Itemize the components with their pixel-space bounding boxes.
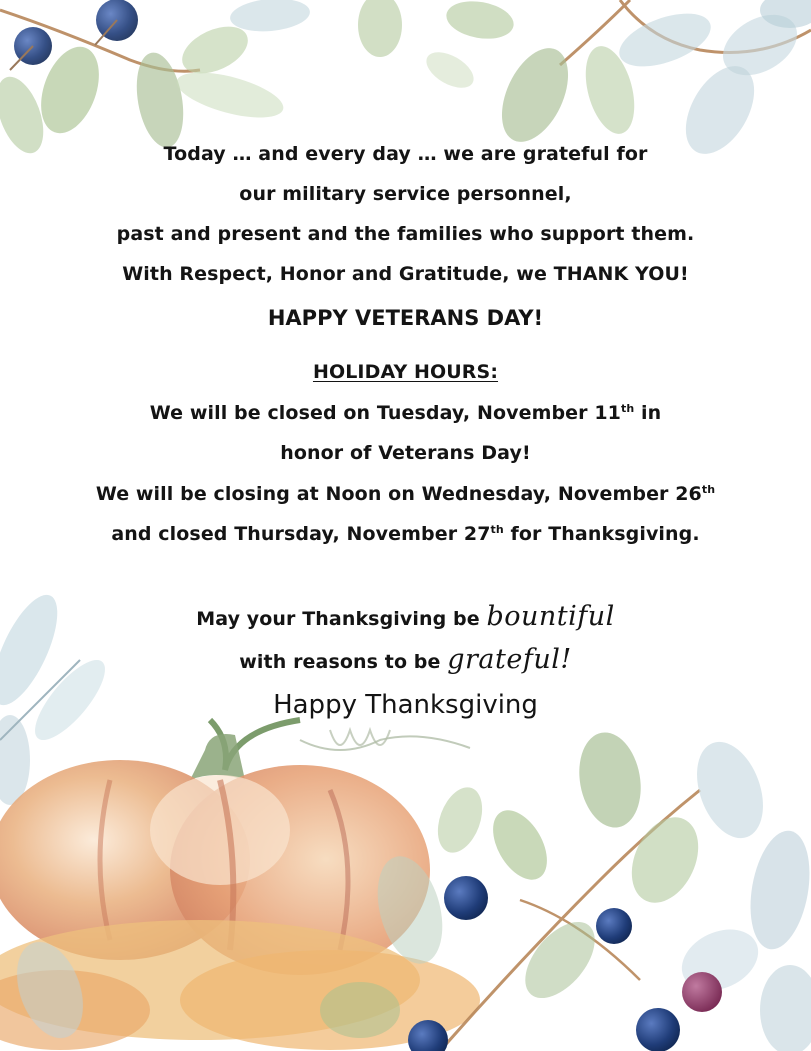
veterans-heading: HAPPY VETERANS DAY! [267, 306, 544, 330]
veterans-line-1: Today … and every day … we are grateful for [163, 143, 648, 165]
thanksgiving-message [0, 598, 811, 726]
happy-thanksgiving-heading: Happy Thanksgiving [273, 690, 538, 720]
holiday-hours [0, 359, 811, 561]
closed-veterans-day-line-1: We will be closed on Tuesday, November 11th in [149, 402, 662, 424]
veterans-line-4: With Respect, Honor and Gratitude, we THANK YOU! [122, 263, 689, 285]
veterans-message [0, 141, 811, 355]
closed-thanksgiving-line: and closed Thursday, November 27th for Thanksgiving. [111, 523, 700, 545]
thanksgiving-line-1: May your Thanksgiving be bountiful [196, 601, 615, 632]
veterans-line-2: our military service personnel, [239, 183, 572, 205]
closed-veterans-day-line-2: honor of Veterans Day! [280, 442, 531, 464]
holiday-hours-title: HOLIDAY HOURS: [312, 361, 499, 383]
leaf-cluster-top-left [0, 0, 311, 159]
thanksgiving-line-2: with reasons to be grateful! [239, 644, 572, 675]
veterans-line-3: past and present and the families who support them. [116, 223, 695, 245]
closing-noon-line: We will be closing at Noon on Wednesday, November 26th [95, 483, 716, 505]
